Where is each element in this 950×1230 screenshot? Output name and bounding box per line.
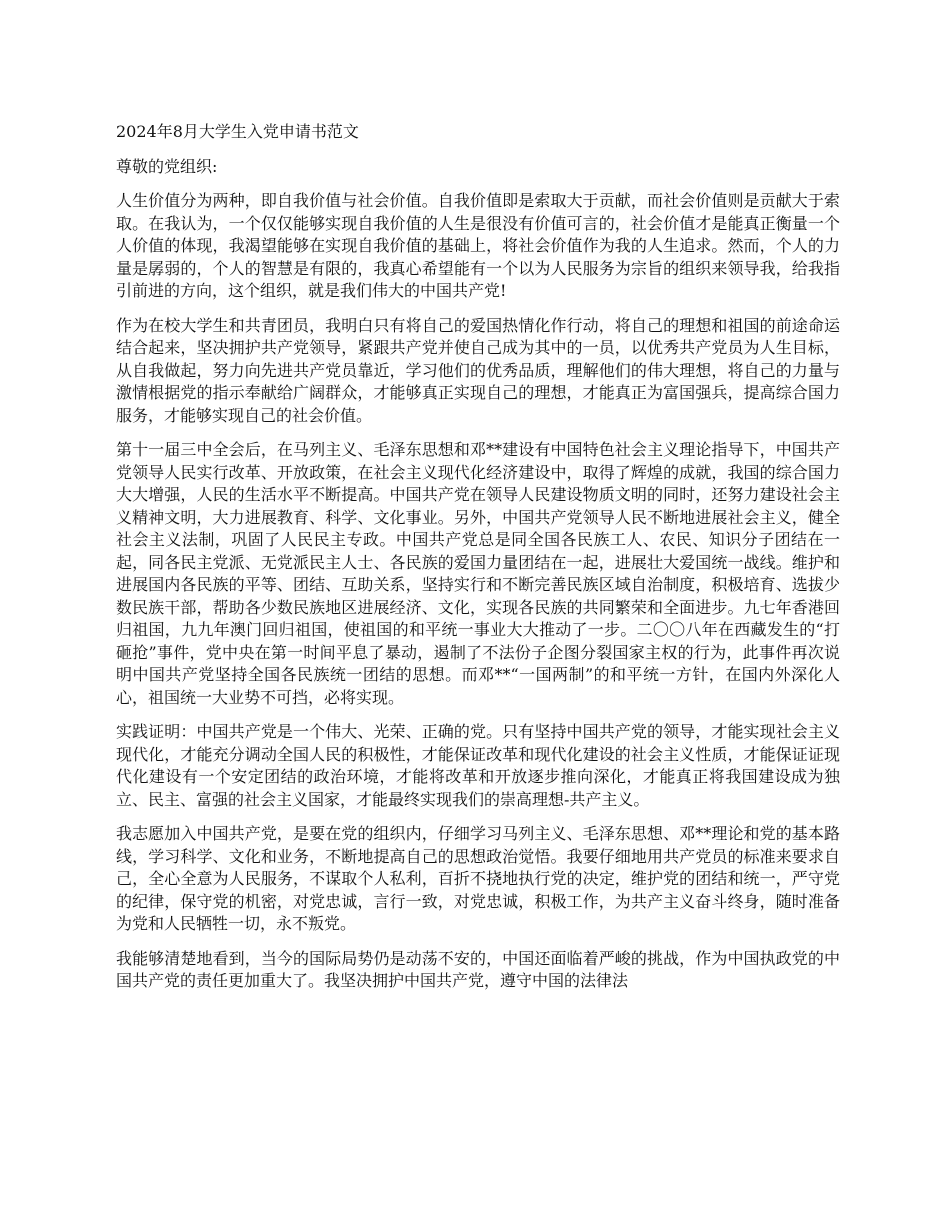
paragraph-6: 我能够清楚地看到，当今的国际局势仍是动荡不安的，中国还面临着严峻的挑战，作为中国执政党的中国共产党的责任更加重大了。我坚决拥护中国共产党，遵守中国的法律法 bbox=[116, 948, 840, 990]
document-title: 2024年8月大学生入党申请书范文 bbox=[116, 122, 359, 141]
paragraph-4: 实践证明：中国共产党是一个伟大、光荣、正确的党。只有坚持中国共产党的领导，才能实现社会主义现代化，才能充分调动全国人民的积极性，才能保证改革和现代化建设的社会主义性质，才能保证证现代化建设有一个安定团结的政治环境，才能将改革和开放逐步推向深化，才能真正将我国建设成为独立、民主、富强的社会主义国家，才能最终实现我们的崇高理想-共产主义。 bbox=[116, 722, 840, 809]
paragraph-1: 人生价值分为两种，即自我价值与社会价值。自我价值即是索取大于贡献，而社会价值则是贡献大于索取。在我认为，一个仅仅能够实现自我价值的人生是很没有价值可言的，社会价值才是能真正衡量一个人价值的体现，我渴望能够在实现自我价值的基础上，将社会价值作为我的人生追求。然而，个人的力量是孱弱的，个人的智慧是有限的，我真心希望能有一个以为人民服务为宗旨的组织来领导我，给我指引前进的方向，这个组织，就是我们伟大的中国共产党! bbox=[116, 191, 840, 300]
paragraph-5: 我志愿加入中国共产党，是要在党的组织内，仔细学习马列主义、毛泽东思想、邓**理论和党的基本路线，学习科学、文化和业务，不断地提高自己的思想政治觉悟。我要仔细地用共产党员的标准来要求自己，全心全意为人民服务，不谋取个人私利，百折不挠地执行党的决定，维护党的团结和统一，严守党的纪律，保守党的机密，对党忠诚，言行一致，对党忠诚，积极工作，为共产主义奋斗终身，随时准备为党和人民牺牲一切，永不叛党。 bbox=[116, 824, 840, 933]
document-page bbox=[116, 121, 840, 1005]
salutation: 尊敬的党组织: bbox=[116, 156, 218, 176]
paragraph-3: 第十一届三中全会后，在马列主义、毛泽东思想和邓**建设有中国特色社会主义理论指导下，中国共产党领导人民实行改革、开放政策，在社会主义现代化经济建设中，取得了辉煌的成就，我国的综合国力大大增强，人民的生活水平不断提高。中国共产党在领导人民建设物质文明的同时，还努力建设社会主义精神文明，大力进展教育、科学、文化事业。另外，中国共产党领导人民不断地进展社会主义，健全社会主义法制，巩固了人民民主专政。中国共产党总是同全国各民族工人、农民、知识分子团结在一起，同各民主党派、无党派民主人士、各民族的爱国力量团结在一起，进展壮大爱国统一战线。维护和进展国内各民族的平等、团结、互助关系，坚持实行和不断完善民族区域自治制度，积极培育、选拔少数民族干部，帮助各少数民族地区进展经济、文化，实现各民族的共同繁荣和全面进步。九七年香港回归祖国，九九年澳门回归祖国，使祖国的和平统一事业大大推动了一步。二〇〇八年在西藏发生的“打砸抢”事件，党中央在第一时间平息了暴动，遏制了不法份子企图分裂国家主权的行为，此事件再次说明中国共产党坚持全国各民族统一团结的思想。而邓**“一国两制”的和平统一方针，在国内外深化人心，祖国统一大业势不可挡，必将实现。 bbox=[116, 440, 840, 707]
paragraph-2: 作为在校大学生和共青团员，我明白只有将自己的爱国热情化作行动，将自己的理想和祖国的前途命运结合起来，坚决拥护共产党领导，紧跟共产党并使自己成为其中的一员，以优秀共产党员为人生目标，从自我做起，努力向先进共产党员靠近，学习他们的优秀品质，理解他们的伟大理想，将自己的力量与激情根据党的指示奉献给广阔群众，才能够真正实现自己的理想，才能真正为富国强兵，提高综合国力服务，才能够实现自己的社会价值。 bbox=[116, 315, 840, 425]
